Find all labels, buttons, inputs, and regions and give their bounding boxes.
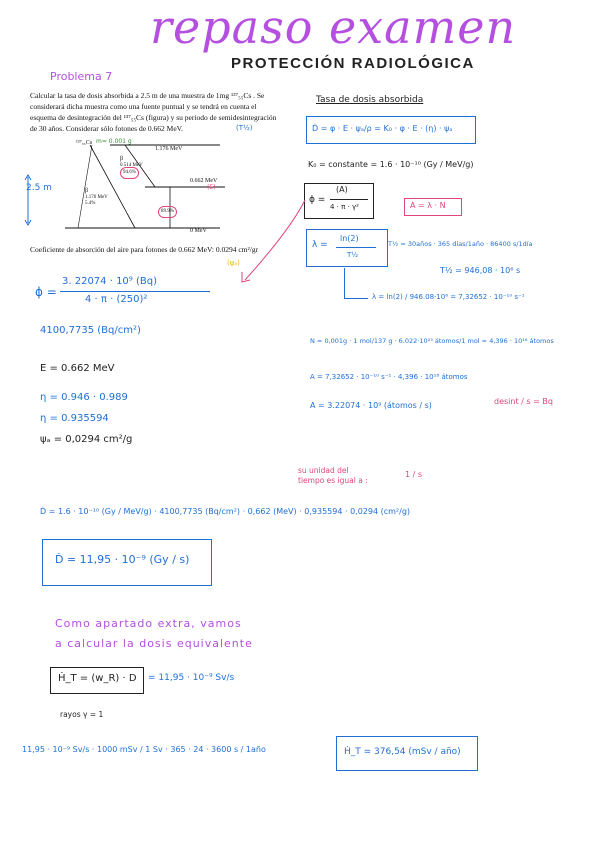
statement-line-2: considerará dicha muestra como una fuente puntual y se tendrá en cuenta el — [30, 102, 257, 111]
unit-note-1: su unidad del — [298, 466, 349, 475]
statement-line-3: esquema de desintegración del ¹³⁷₅₅Cs (figura) y su periodo de semidesintegración — [30, 113, 277, 122]
decay-beta-2-pct: 5.4% — [85, 201, 96, 206]
decay-gamma-pct: 89.9% — [158, 206, 177, 218]
N-calc: N = 0,001g · 1 mol/137 g · 6.022·10²³ átomos/1 mol = 4,396 · 10¹⁸ átomos — [310, 337, 554, 345]
decay-level-1: 1.176 MeV — [155, 146, 183, 152]
decay-level-2: 0.662 MeV — [190, 178, 218, 184]
t12-conversion: T½ = 30años · 365 días/1año · 86400 s/1día — [388, 240, 533, 248]
dose-result: Ḋ = 11,95 · 10⁻⁹ (Gy / s) — [55, 553, 190, 566]
extra-line-1: Como apartado extra, vamos — [55, 617, 242, 630]
decay-ground: 0 MeV — [190, 228, 207, 234]
A-result: A = 3.22074 · 10⁹ (átomos / s) — [310, 401, 432, 410]
coef-note: (ψₐ) — [227, 259, 240, 267]
A-calc: A = 7,32652 · 10⁻¹⁰ s⁻¹ · 4,396 · 10¹⁸ átomos — [310, 373, 468, 381]
phi-numerator: 3. 22074 · 10⁹ (Bq) — [62, 276, 157, 287]
t12-result: T½ = 946,08 · 10⁶ s — [440, 266, 521, 275]
decay-beta-1-energy: 0.514 MeV — [120, 163, 143, 168]
lambda-connector — [344, 268, 345, 298]
desint-note: desint / s = Bq — [494, 397, 553, 406]
problem-label: Problema 7 — [50, 70, 113, 83]
coef-statement: Coeficiente de absorción del aire para fotones de 0.662 MeV: 0.0294 cm²/gr — [30, 245, 259, 254]
lambda-connector-h — [344, 298, 368, 299]
page-subtitle: PROTECCIÓN RADIOLÓGICA — [231, 55, 475, 72]
phi-formula-lhs: ϕ = — [309, 195, 326, 205]
ht-result: Ḣ_T = 376,54 (mSv / año) — [344, 747, 461, 757]
lambda-den: T½ — [347, 251, 359, 259]
decay-mass: m= 0.001 g — [96, 138, 132, 145]
lambda-calc: λ = ln(2) / 946.08·10⁶ = 7,32652 · 10⁻¹⁰ s⁻¹ — [372, 293, 525, 301]
decay-beta-1-pct: 94.6% — [120, 167, 139, 179]
dose-full-calc: Ḋ = 1.6 · 10⁻¹⁰ (Gy / MeV/g) · 4100,7735 (Bq/cm²) · 0,662 (MeV) · 0,935594 · 0,0294 (cm²/g) — [40, 507, 411, 516]
mua-value: ψₐ = 0,0294 cm²/g — [40, 434, 133, 445]
rays-note: rayos γ = 1 — [60, 710, 104, 719]
eta-value: η = 0.935594 — [40, 413, 109, 424]
energy-line: E = 0.662 MeV — [40, 363, 115, 374]
statement-line-4: de 30 años. Considerar sólo fotones de 0.662 MeV. — [30, 124, 183, 133]
dose-heading: Tasa de dosis absorbida — [316, 95, 424, 105]
phi-formula-bar — [330, 199, 368, 200]
phi-result: 4100,7735 (Bq/cm²) — [40, 325, 141, 336]
k0-constant: K₀ = constante = 1.6 · 10⁻¹⁰ (Gy / MeV/g) — [308, 160, 474, 169]
phi-denominator: 4 · π · (250)² — [85, 294, 148, 305]
lambda-lhs: λ = — [312, 240, 328, 250]
dose-formula: Ḋ = φ · E · ψₐ/ρ = K₀ · φ · E · (η) · ψₐ — [312, 124, 453, 133]
decay-beta-1: β — [120, 156, 124, 162]
A-formula: A = λ · N — [410, 201, 446, 210]
phi-fraction-bar — [60, 291, 210, 292]
phi-lhs: ϕ = — [35, 285, 57, 299]
decay-beta-2-energy: 1.176 MeV — [85, 195, 108, 200]
phi-formula-den: 4 · π · γ² — [330, 203, 359, 211]
lambda-bar — [336, 247, 376, 248]
ht-value: = 11,95 · 10⁻⁹ Sv/s — [148, 673, 235, 683]
decay-scheme-lines — [20, 135, 260, 240]
phi-formula-num: (A) — [336, 185, 348, 194]
ht-formula: Ḣ_T = (w_R) · D — [58, 673, 137, 684]
lambda-num: ln(2) — [340, 234, 359, 243]
t12-note: (T½) — [236, 124, 253, 132]
arrow-phi — [230, 190, 310, 290]
unit-note-2: tiempo es igual a : — [298, 476, 368, 485]
decay-level-2-note: (E) — [207, 184, 216, 191]
eta-product: η = 0.946 · 0.989 — [40, 392, 128, 403]
distance-label: 2.5 m — [26, 183, 52, 193]
page-title: repaso examen — [150, 0, 517, 54]
statement-line-1: Calcular la tasa de dosis absorbida a 2.5 m de una muestra de 1mg ¹³⁷₅₅Cs . Se — [30, 91, 265, 100]
decay-parent: ¹³⁷₅₅Cs — [76, 140, 93, 146]
unit-note-frac: 1 / s — [405, 470, 423, 479]
decay-beta-2: β — [85, 188, 89, 194]
extra-line-2: a calcular la dosis equivalente — [55, 637, 253, 650]
ht-conversion: 11,95 · 10⁻⁹ Sv/s · 1000 mSv / 1 Sv · 365 · 24 · 3600 s / 1año — [22, 745, 266, 754]
